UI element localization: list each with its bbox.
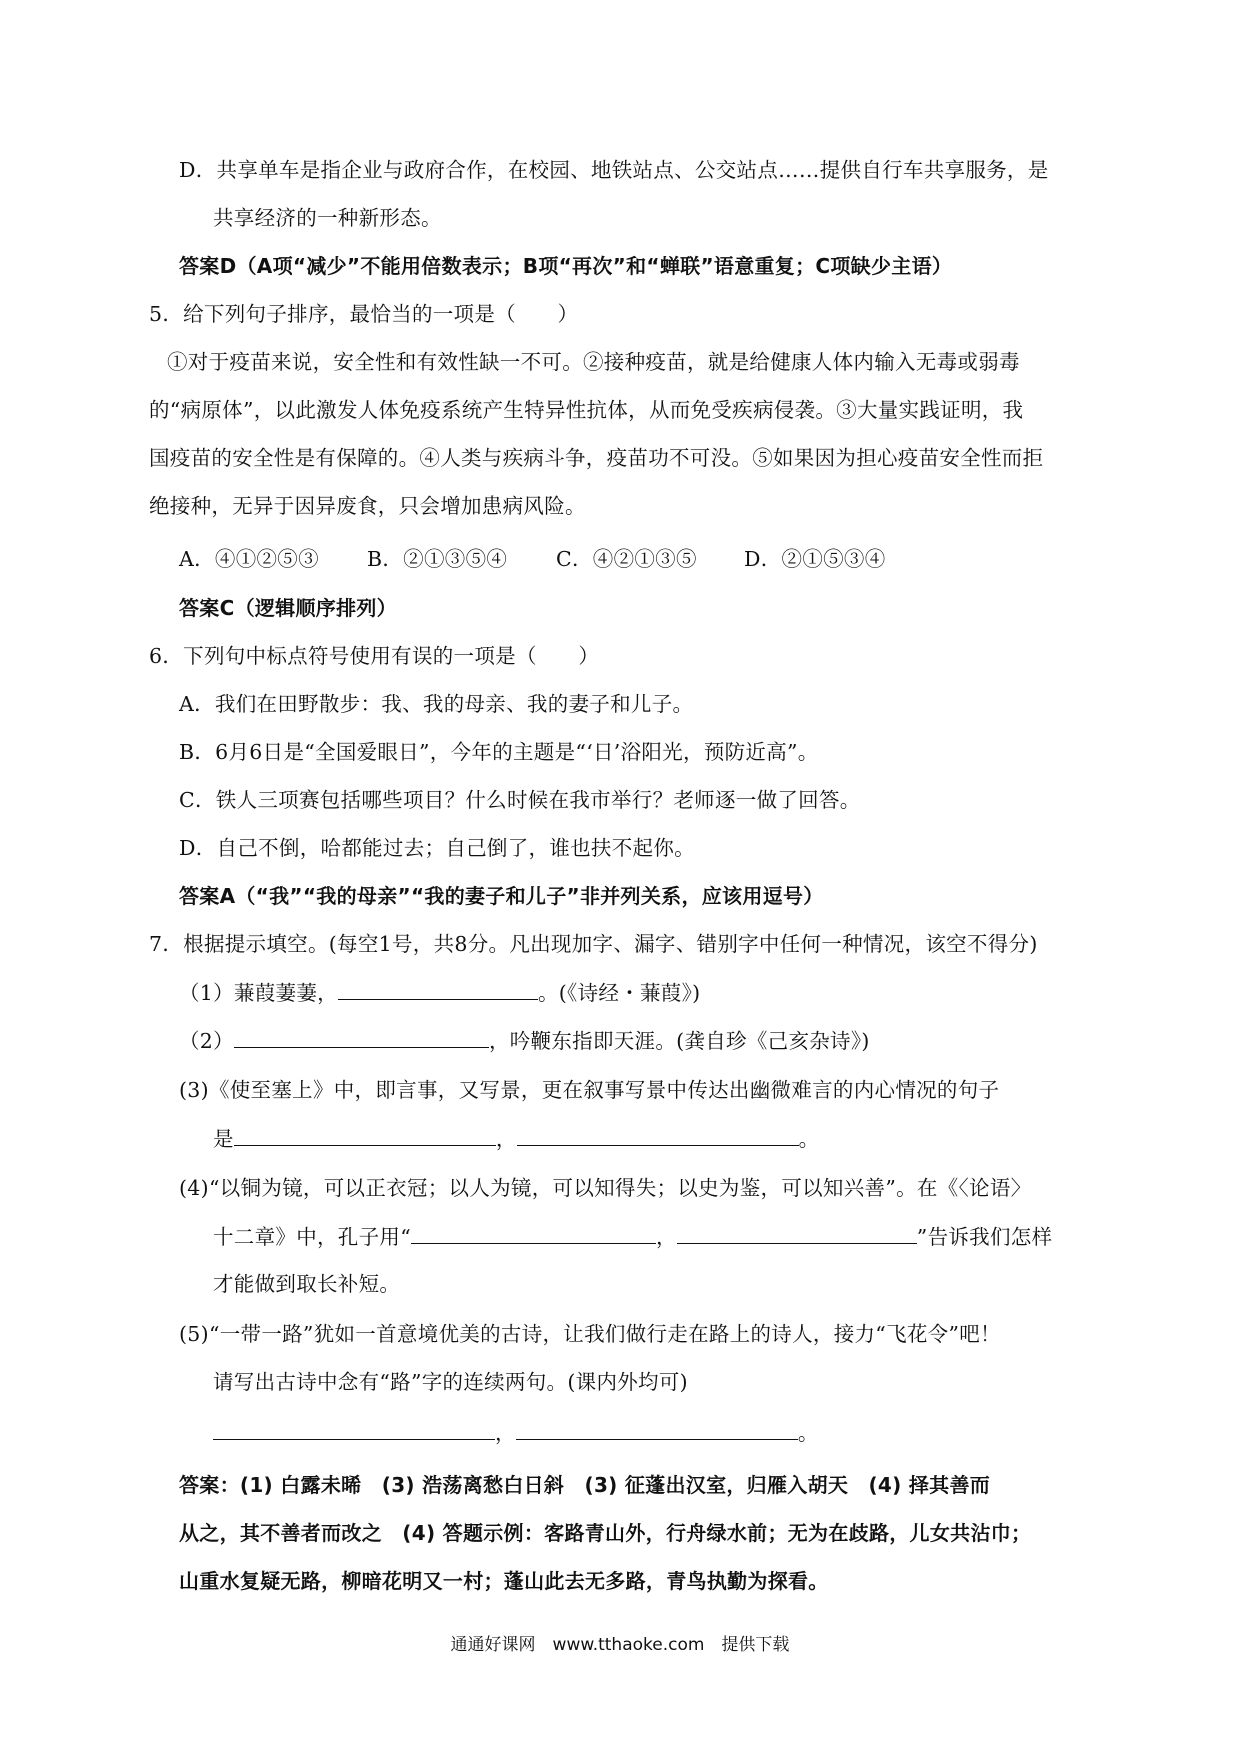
q7-item1-prefix: （1）蒹葭萋萋， <box>179 981 338 1005</box>
q7-item5-suffix: 。 <box>797 1421 819 1445</box>
q6-answer: 答案A（“我”“我的母亲”“我的妻子和儿子”非并列关系，应该用逗号） <box>179 884 824 908</box>
q7-item2-prefix: （2） <box>179 1029 234 1053</box>
q7-item5-blank2[interactable] <box>516 1417 798 1440</box>
q7-item3-mid: ， <box>495 1127 517 1151</box>
q7-item3-suffix: 。 <box>798 1127 820 1151</box>
q7-item5-line1: (5)“一带一路”犹如一首意境优美的古诗，让我们做行走在路上的诗人，接力“飞花令”吧！ <box>179 1322 1001 1346</box>
q6-option-d: D．自己不倒，哈都能过去；自己倒了，谁也扶不起你。 <box>179 836 695 860</box>
q7-item5-line2: 请写出古诗中念有“路”字的连续两句。(课内外均可) <box>213 1370 688 1394</box>
q7-item3-prefix: 是 <box>213 1127 234 1151</box>
q7-item3-blank2[interactable] <box>517 1123 799 1146</box>
q4-option-d-line2: 共享经济的一种新形态。 <box>213 206 442 230</box>
q7-item4-prefix: 十二章》中，孔子用“ <box>213 1225 411 1249</box>
q7-item2-blank[interactable] <box>234 1025 489 1048</box>
q6-stem: 6．下列句中标点符号使用有误的一项是（ ） <box>149 644 600 668</box>
q5-option-d: D．②①⑤③④ <box>744 547 886 571</box>
q5-passage-line3: 国疫苗的安全性是有保障的。④人类与疾病斗争，疫苗功不可没。⑤如果因为担心疫苗安全性而拒 <box>149 446 1044 470</box>
q7-item4-suffix: ”告诉我们怎样 <box>916 1225 1053 1249</box>
q7-item5-blank1[interactable] <box>213 1417 495 1440</box>
q7-answer-line1: 答案：(1) 白露未晞 (3) 浩荡离愁白日斜 (3) 征蓬出汉室，归雁入胡天 (4) 择其善而 <box>179 1473 991 1497</box>
q6-option-a: A．我们在田野散步：我、我的母亲、我的妻子和儿子。 <box>179 692 694 716</box>
q7-item1-blank[interactable] <box>338 977 538 1000</box>
q7-answer-line3: 山重水复疑无路，柳暗花明又一村；蓬山此去无多路，青鸟执勤为探看。 <box>179 1569 829 1593</box>
page-footer: 通通好课网 www.tthaoke.com 提供下载 <box>450 1635 790 1655</box>
q7-item4-mid: ， <box>655 1225 677 1249</box>
q7-item5-line3 <box>213 1417 819 1448</box>
q5-stem: 5．给下列句子排序，最恰当的一项是（ ） <box>149 302 579 326</box>
q5-answer: 答案C（逻辑顺序排列） <box>179 596 397 620</box>
q7-item2 <box>179 1025 870 1056</box>
q7-item3-blank1[interactable] <box>234 1123 496 1146</box>
q7-item1-suffix: 。(《诗经・蒹葭》) <box>537 981 701 1005</box>
q5-passage-line2: 的“病原体”，以此激发人体免疫系统产生特异性抗体，从而免受疾病侵袭。③大量实践证明，我 <box>149 398 1024 422</box>
q6-option-c: C．铁人三项赛包括哪些项目？什么时候在我市举行？老师逐一做了回答。 <box>179 788 861 812</box>
q4-option-d-line1: D．共享单车是指企业与政府合作，在校园、地铁站点、公交站点……提供自行车共享服务，是 <box>179 158 1049 182</box>
q7-item4-line2 <box>213 1221 1052 1252</box>
q7-item4-line1: (4)“以铜为镜，可以正衣冠；以人为镜，可以知得失；以史为鉴，可以知兴善”。在《〈论语〉 <box>179 1176 1032 1200</box>
q7-item3-line2 <box>213 1123 819 1154</box>
q7-item2-suffix: ，吟鞭东指即天涯。(龚自珍《己亥杂诗》) <box>488 1029 870 1053</box>
q7-item4-line3: 才能做到取长补短。 <box>213 1272 401 1296</box>
q7-item1 <box>179 977 700 1008</box>
q7-item4-blank1[interactable] <box>411 1221 656 1244</box>
q7-item3-line1: (3)《使至塞上》中，即言事，又写景，更在叙事写景中传达出幽微难言的内心情况的句子 <box>179 1078 1000 1102</box>
q4-answer: 答案D（A项“减少”不能用倍数表示；B项“再次”和“蝉联”语意重复；C项缺少主语） <box>179 254 953 278</box>
q7-item4-blank2[interactable] <box>677 1221 917 1244</box>
q7-answer-line2: 从之，其不善者而改之 (4) 答题示例：客路青山外，行舟绿水前；无为在歧路，儿女共沾巾； <box>179 1521 1032 1545</box>
q5-option-c: C．④②①③⑤ <box>556 547 697 571</box>
q7-item5-mid: ， <box>495 1421 516 1445</box>
q7-stem: 7．根据提示填空。(每空1号，共8分。凡出现加字、漏字、错别字中任何一种情况，该空不得分) <box>149 932 1038 956</box>
q6-option-b: B．6月6日是“全国爱眼日”，今年的主题是“‘日’浴阳光，预防近高”。 <box>179 740 819 764</box>
q5-option-b: B．②①③⑤④ <box>367 547 508 571</box>
q5-passage-line4: 绝接种，无异于因异废食，只会增加患病风险。 <box>149 494 586 518</box>
q5-option-a: A．④①②⑤③ <box>179 547 319 571</box>
q5-passage-line1: ①对于疫苗来说，安全性和有效性缺一不可。②接种疫苗，就是给健康人体内输入无毒或弱毒 <box>167 350 1020 374</box>
